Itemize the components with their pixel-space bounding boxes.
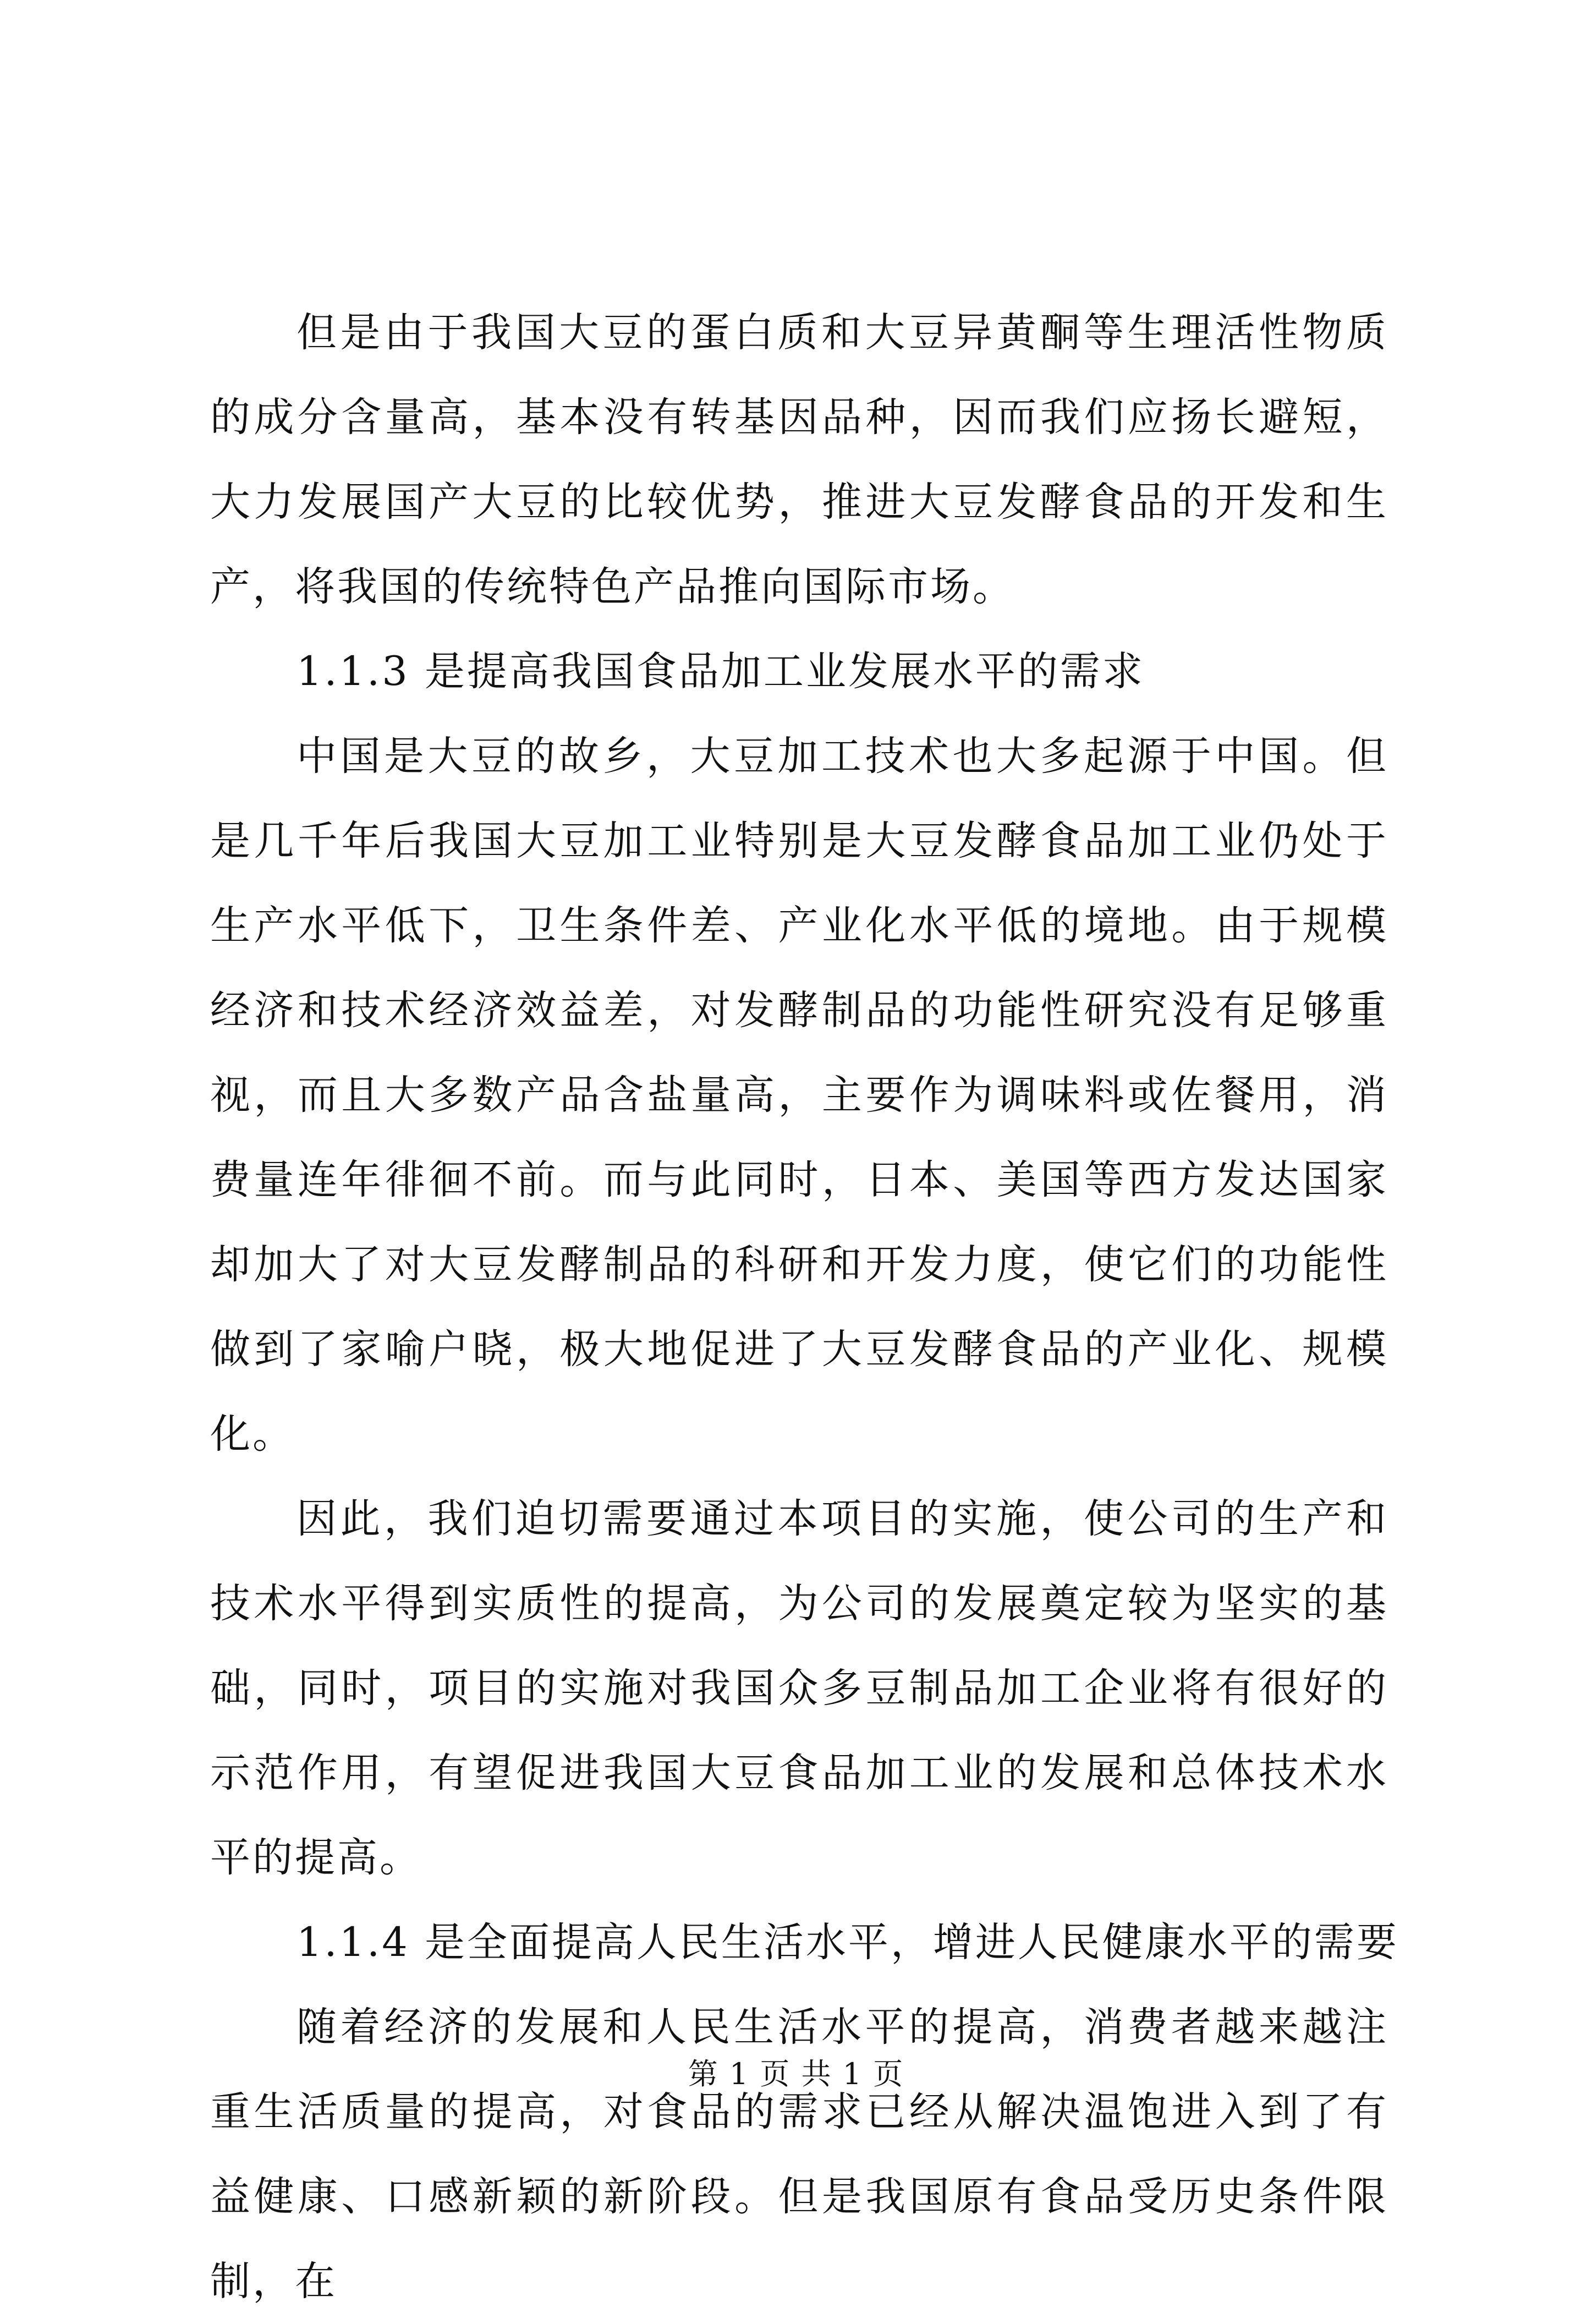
page-footer (0, 2055, 1592, 2093)
section-heading-1-1-4: 1.1.4 是全面提高人民生活水平，增进人民健康水平的需要 (296, 1919, 1399, 1966)
paragraph-project-implementation: 因此，我们迫切需要通过本项目的实施，使公司的生产和技术水平得到实质性的提高，为公司的发展奠定较为坚实的基础，同时，项目的实施对我国众多豆制品加工企业将有很好的示范作用，有望促进我国大豆食品加工业的发展和总体技术水平的提高。 (210, 1495, 1388, 1881)
paragraph-china-soy-origin: 中国是大豆的故乡，大豆加工技术也大多起源于中国。但是几千年后我国大豆加工业特别是大豆发酵食品加工业仍处于生产水平低下，卫生条件差、产业化水平低的境地。由于规模经济和技术经济效益差，对发酵制品的功能性研究没有足够重视，而且大多数产品含盐量高，主要作为调味料或佐餐用，消费量连年徘徊不前。而与此同时，日本、美国等西方发达国家却加大了对大豆发酵制品的科研和开发力度，使它们的功能性做到了家喻户晓，极大地促进了大豆发酵食品的产业化、规模化。 (210, 733, 1388, 1457)
document-body (210, 290, 1399, 2324)
section-heading-1-1-3: 1.1.3 是提高我国食品加工业发展水平的需求 (296, 648, 1145, 695)
paragraph-living-standards: 随着经济的发展和人民生活水平的提高，消费者越来越注重生活质量的提高，对食品的需求已经从解决温饱进入到了有益健康、口感新颖的新阶段。但是我国原有食品受历史条件限制，在 (210, 2004, 1388, 2305)
page-number-label: 第 1 页 共 1 页 (688, 2057, 904, 2091)
paragraph-soy-advantage: 但是由于我国大豆的蛋白质和大豆异黄酮等生理活性物质的成分含量高，基本没有转基因品种，因而我们应扬长避短，大力发展国产大豆的比较优势，推进大豆发酵食品的开发和生产，将我国的传统特色产品推向国际市场。 (210, 309, 1388, 610)
